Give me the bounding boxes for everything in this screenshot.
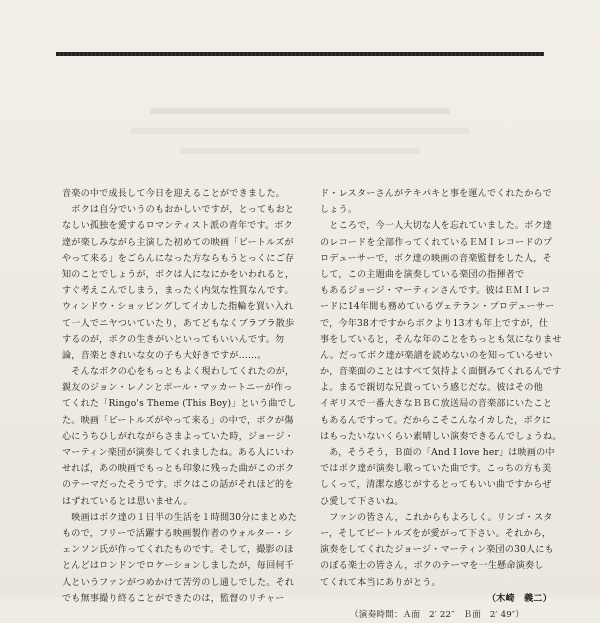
text-line: するのが，ボクの生きがいといってもいいんです。勿 [62,334,285,345]
text-line: ん。だってボク達が楽譜を読めないのを知っているせい [320,350,553,361]
text-line: 映画はボク達の１日半の生活を１時間30分にまとめた [62,512,298,523]
text-line: ロデューサーで，ボク達の映画の音楽監督をした人，そ [320,253,552,264]
faded-background-text [180,148,420,154]
text-line: 親友のジョン・レノンとポール・マッカートニーが作っ [62,383,293,394]
text-line: イギリスで一番大きなＢＢＣ放送局の音楽部にいたこと [320,399,553,410]
text-line: もあるんですって。だからこそこんなイカした，ボクに [320,415,552,426]
right-text-column [320,186,562,623]
text-line: のぼる楽士の皆さん，ボクのテーマを一生懸命演奏し [320,561,544,572]
text-line: ファンの皆さん，これからもよろしく。リンゴ・スタ [320,512,553,523]
text-line: 事をしていると，そんな年のことをちっとも気になりませ [320,334,562,345]
text-line: で，今年38才ですからボクより13才も年上ですが，仕 [320,318,549,329]
text-line: て一人でニヤついていたり，あてどもなくブラブラ散歩 [62,318,295,329]
text-line: とんどはロンドンでロケーションしましたが，毎回何千 [62,561,294,572]
text-line: もので，フリーで活躍する映画製作者のウォルター・シ [62,528,294,539]
playing-time: （演奏時間：Ａ面 2′ 22″ Ｂ面 2′ 49″） [350,609,525,620]
text-line: よ。まるで親切な兄貴っていう感じだな。彼はその他 [320,383,543,394]
text-line: もあるジョージ・マーティンさんです。彼はＥＭＩレコ [320,286,551,297]
left-text-column [62,186,316,607]
text-line: 演奏をしてくれたジョージ・マーティン楽団の30人にも [320,545,554,556]
text-line: ー，そしてビートルズをが愛がって下さい。それから， [320,528,552,539]
top-rule [56,52,544,56]
text-line: すぐ考えこんでしまう，まったく内気な性質なんです。 [62,286,294,297]
text-line: はずれているとは思いません。 [62,496,193,507]
text-line: ド・レスターさんがテキパキと事を運んでくれたからで [320,189,552,199]
text-line: 達が楽しみながら主演した初めての映画「ビートルズが [62,237,294,248]
text-line: ボクは自分でいうのもおかしいですが，とってもおと [62,205,295,216]
text-line: して，この主題曲を演奏している楽団の指揮者で [320,269,525,280]
text-line: 心にうちひしがれながらさまよっていた時，ジョージ・ [62,431,294,442]
faded-background-text [150,108,450,114]
text-line: 音楽の中で成長して今日を迎えることができました。 [62,189,286,199]
text-line: でも無事撮り終ることができたのは，監督のリチャー [62,593,285,604]
faded-background-text [130,128,470,134]
text-line: しょう。 [320,205,358,216]
text-line: のレコードを全部作ってくれているＥＭＩレコードのプ [320,237,553,248]
text-line: てくれた「Ringo's Theme (This Boy)」という曲でし [62,399,297,410]
text-line: やって来る」をごらんになった方ならもうとっくにご存 [62,253,295,264]
text-line: あ，そうそう，Ｂ面の「And I love her」は映画の中 [320,448,555,458]
text-line: ひ愛して下さいね。 [320,496,404,507]
text-line: ェンソン氏が作ってくれたものです。そして，撮影のほ [62,545,294,556]
text-line: せれば，あの映画でもっとも印象に残った曲がこのボク [62,464,295,475]
text-line: のテーマだったそうです。ボクはこの話がそれほど的を [62,480,294,491]
text-line: ードに14年間も務めているヴェテラン・プロデューサー [320,302,555,313]
text-line: 論，音楽ときれいな女の子も大好きですが……。 [62,350,267,361]
text-line: 知のことでしょうが，ボクは人になにかをいわれると， [62,269,295,280]
text-line: てくれて本当にありがとう。 [320,577,441,588]
text-line: ではポク達が演奏し歌っていた曲です。こっちの方も美 [320,464,552,475]
text-line: た。映画「ビートルズがやって来る」の中で，ボクが傷 [62,415,294,426]
text-line: ところで，今一人大切な人を忘れていました。ボク達 [320,221,553,232]
text-line: か，音楽面のことはすべて気持よく面倒みてくれるんです [320,367,562,378]
author-signature: （木崎 義二） [486,592,552,604]
text-line: ウィンドウ・ショッピングしてイカした指輪を買い入れ [62,302,294,313]
text-line: マーティン楽団が演奏してくれましたね。ある人にいわ [62,448,294,458]
text-line: そんなボクの心をもっともよく現わしてくれたのが， [62,367,295,378]
text-line: しくって，清潔な感じがするとってもいい曲ですからぜ [320,480,552,491]
text-line: なしい孤独を愛するロマンティスト派の青年です。ボク [62,221,293,232]
text-line: はもったいないくらい素晴しい演奏できるんでしょうね。 [320,431,562,442]
text-line: 人というファンがつめかけて苦労のし通しでした。それ [62,577,295,588]
